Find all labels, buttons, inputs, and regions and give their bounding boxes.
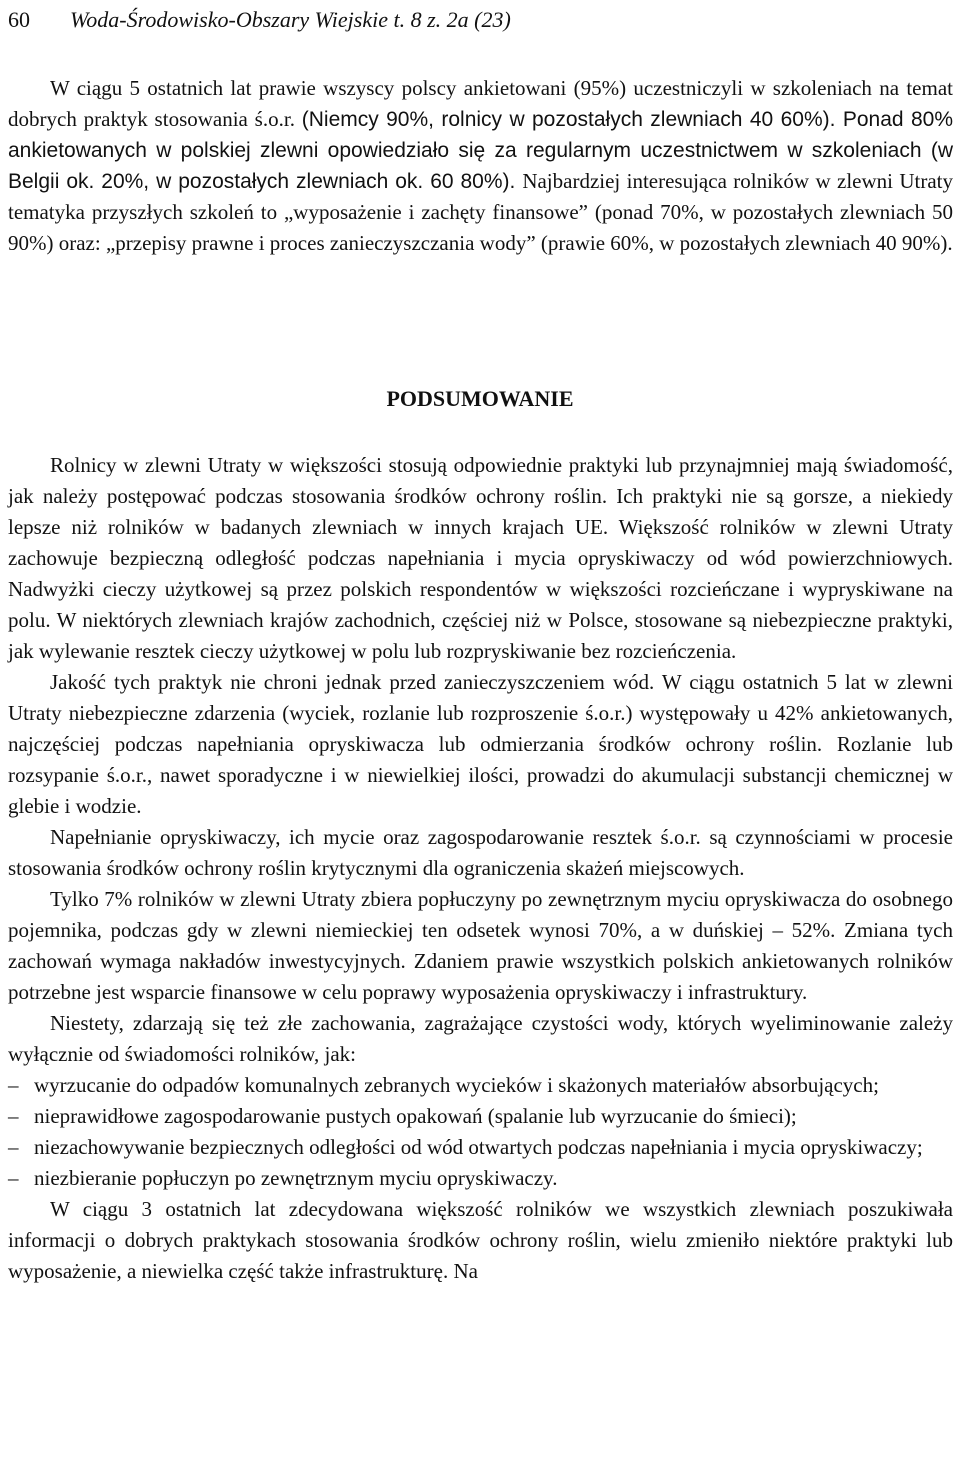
- page-number: 60: [8, 7, 30, 32]
- list-item-text: niezbieranie popłuczyn po zewnętrznym myciu opryskiwaczy.: [34, 1166, 558, 1190]
- list-item: [8, 1163, 953, 1194]
- section-heading: PODSUMOWANIE: [386, 386, 574, 411]
- intro-part-3: Najbardziej interesująca rolników w zlewni Utraty tematyka przyszłych szkoleń to „wyposażenie i zachęty finansowe” (ponad 70%, w pozostałych zlewniach 50 90%) oraz: „przepisy prawne i proces zanieczyszczania wody” (prawie 60%, w pozostałych zlewniach 40 90%).: [8, 169, 953, 255]
- summary-paragraph-5: Niestety, zdarzają się też złe zachowania, zagrażające czystości wody, których wyeliminowanie zależy wyłącznie od świadomości rolników, jak:: [8, 1011, 953, 1066]
- list-dash: –: [8, 1166, 19, 1190]
- list-dash: –: [8, 1135, 19, 1159]
- list-item-text: wyrzucanie do odpadów komunalnych zebranych wycieków i skażonych materiałów absorbujących;: [34, 1073, 879, 1097]
- summary-paragraph-3: Napełnianie opryskiwaczy, ich mycie oraz zagospodarowanie resztek ś.o.r. są czynnościami w procesie stosowania środków ochrony roślin krytycznymi dla ograniczenia skażeń miejscowych.: [8, 825, 953, 880]
- summary-paragraph-1: Rolnicy w zlewni Utraty w większości stosują odpowiednie praktyki lub przynajmniej mają świadomość, jak należy postępować podczas stosowania środków ochrony roślin. Ich praktyki nie są gorsze, a niekiedy lepsze niż rolników w badanych zlewniach w innych krajach UE. Większość rolników w zlewni Utraty zachowuje bezpieczną odległość podczas napełniania i mycia opryskiwaczy od wód powierzchniowych. Nadwyżki cieczy użytkowej są przez polskich respondentów w większości rozcieńczane i wypryskiwane na polu. W niektórych zlewniach krajów zachodnich, częściej niż w Polsce, stosowane są niebezpieczne praktyki, jak wylewanie resztek cieczy użytkowej w polu lub rozpryskiwanie bez rozcieńczenia.: [8, 453, 953, 663]
- list-item-text: niezachowywanie bezpiecznych odległości od wód otwartych podczas napełniania i mycia opryskiwaczy;: [34, 1135, 923, 1159]
- list-dash: –: [8, 1073, 19, 1097]
- bad-practices-list: [8, 1070, 953, 1194]
- summary-paragraph-2: Jakość tych praktyk nie chroni jednak przed zanieczyszczeniem wód. W ciągu ostatnich 5 lat w zlewni Utraty niebezpieczne zdarzenia (wyciek, rozlanie lub rozproszenie ś.o.r.) występowały u 42% ankietowanych, najczęściej podczas napełniania opryskiwacza lub odmierzania środków ochrony roślin. Rozlanie lub rozsypanie ś.o.r., nawet sporadyczne i w niewielkiej ilości, prowadzi do akumulacji substancji chemicznej w glebie i wodzie.: [8, 670, 953, 818]
- intro-part-1: W ciągu 5 ostatnich lat prawie wszyscy polscy ankietowani (95%) uczestniczyli w szkoleniach na temat dobrych praktyk stosowania ś.o.r.: [8, 76, 953, 131]
- journal-title: Woda-Środowisko-Obszary Wiejskie t. 8 z. 2a (23): [70, 7, 511, 32]
- summary-body: [8, 450, 953, 1287]
- list-item: [8, 1101, 953, 1132]
- intro-part-2: (Niemcy 90%, rolnicy w pozostałych zlewniach 40 60%). Ponad 80% ankietowanych w polskiej zlewni opowiedziało się za regularnym uczestnictwem w szkoleniach (w Belgii ok. 20%, w pozostałych zlewniach ok. 60 80%).: [8, 108, 953, 193]
- list-item: [8, 1070, 953, 1101]
- list-dash: –: [8, 1104, 19, 1128]
- list-item: [8, 1132, 953, 1163]
- list-item-text: nieprawidłowe zagospodarowanie pustych opakowań (spalanie lub wyrzucanie do śmieci);: [34, 1104, 797, 1128]
- summary-paragraph-4: Tylko 7% rolników w zlewni Utraty zbiera popłuczyny po zewnętrznym myciu opryskiwacza do osobnego pojemnika, podczas gdy w zlewni niemieckiej ten odsetek wynosi 70%, a w duńskiej – 52%. Zmiana tych zachowań wymaga nakładów inwestycyjnych. Zdaniem prawie wszystkich polskich ankietowanych rolników potrzebne jest wsparcie finansowe w celu poprawy wyposażenia opryskiwaczy i infrastruktury.: [8, 887, 953, 1004]
- running-header: [8, 4, 952, 36]
- final-paragraph: W ciągu 3 ostatnich lat zdecydowana większość rolników we wszystkich zlewniach poszukiwała informacji o dobrych praktykach stosowania środków ochrony roślin, wielu zmieniło niektóre praktyki lub wyposażenie, a niewielka część także infrastrukturę. Na: [8, 1197, 953, 1283]
- intro-paragraph: [8, 73, 953, 259]
